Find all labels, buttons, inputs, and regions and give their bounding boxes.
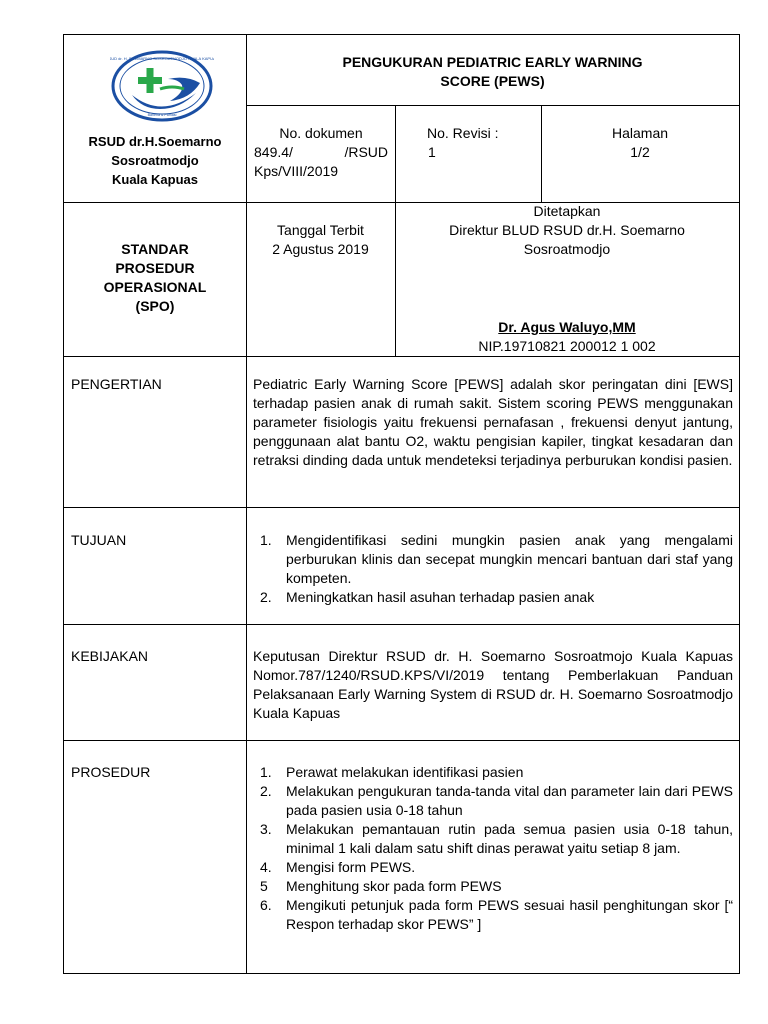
logo-arc-text: RSUD dr. H. SOEMARNO SOSROATMODJO KUALA KAPUAS [110, 56, 214, 61]
list-item [260, 588, 733, 607]
hospital-name [64, 132, 246, 189]
section-label-tujuan: TUJUAN [71, 532, 127, 548]
list-item [260, 763, 733, 782]
signature-block [395, 318, 739, 356]
spo-label [64, 240, 246, 316]
section-text-pengertian: Pediatric Early Warning Score [PEWS] adalah skor peringatan dini [EWS] terhadap pasien anak di rumah sakit. Sistem scoring PEWS menggunakan parameter fisiologis yaitu frekuensi pernafasan , frekuensi denyut jantung, penggunaan alat bantu O2, waktu pengisian kapiler, tingkat kesadaran dan retraksi dinding dada untuk mendeteksi terjadinya perburukan kondisi pasien. [253, 376, 733, 468]
doc-number-part: /RSUD [344, 144, 388, 160]
doc-number-part: Kps/VIII/2019 [254, 163, 339, 179]
list-number: 3. [260, 821, 272, 837]
issue-date-value: 2 Agustus 2019 [272, 241, 369, 257]
issue-date [246, 221, 395, 259]
revision-label: No. Revisi : [427, 125, 499, 141]
section-list-tujuan [260, 531, 733, 607]
list-item [260, 782, 733, 820]
document-title [246, 53, 739, 91]
spo-document [63, 34, 740, 974]
divider [64, 740, 739, 741]
signer-name: Dr. Agus Waluyo,MM [498, 319, 636, 335]
approval [395, 202, 739, 259]
doc-number-part: 849.4/ [254, 144, 293, 160]
logo-motto: Bahena & Pamasi [147, 113, 177, 117]
issue-date-label: Tanggal Terbit [277, 222, 364, 238]
list-number: 1. [260, 764, 272, 780]
approval-by-line: Direktur BLUD RSUD dr.H. Soemarno [449, 222, 685, 238]
section-label-pengertian: PENGERTIAN [71, 376, 162, 392]
list-item [260, 858, 733, 877]
section-label-prosedur: PROSEDUR [71, 764, 151, 780]
list-item [260, 531, 733, 588]
title-line: SCORE (PEWS) [440, 73, 545, 89]
list-text: Mengikuti petunjuk pada form PEWS sesuai hasil penghitungan skor [“ Respon terhadap skor PEWS” ] [286, 897, 733, 932]
hospital-name-line: RSUD dr.H.Soemarno [88, 134, 222, 149]
page-value: 1/2 [630, 144, 650, 160]
list-text: Melakukan pengukuran tanda-tanda vital dan parameter lain dari PEWS pada pasien usia 0-18 tahun [286, 783, 733, 818]
divider [246, 105, 739, 106]
list-number: 1. [260, 532, 272, 548]
signer-nip: NIP.19710821 200012 1 002 [478, 338, 656, 354]
hospital-name-line: Kuala Kapuas [112, 172, 198, 187]
page-info [541, 124, 739, 162]
doc-number-label: No. dokumen [279, 125, 363, 141]
list-text: Meningkatkan hasil asuhan terhadap pasien anak [286, 589, 595, 605]
list-item [260, 896, 733, 934]
hospital-name-line: Sosroatmodjo [111, 153, 199, 168]
list-number: 2. [260, 589, 272, 605]
divider [64, 624, 739, 625]
list-text: Menghitung skor pada form PEWS [286, 878, 502, 894]
list-item [260, 820, 733, 858]
spo-label-line: OPERASIONAL [103, 279, 207, 295]
divider [246, 356, 247, 973]
divider [64, 356, 739, 357]
list-text: Perawat melakukan identifikasi pasien [286, 764, 524, 780]
approval-label: Ditetapkan [533, 203, 601, 219]
section-text-kebijakan: Keputusan Direktur RSUD dr. H. Soemarno Sosroatmojo Kuala Kapuas Nomor.787/1240/RSUD.KPS/VI/2019 tentang Pemberlakuan Panduan Pelaksanaan Early Warning System di RSUD dr. H. Soemarno Sosroatmodjo Kuala Kapuas [253, 648, 733, 721]
spo-label-line: STANDAR [121, 241, 189, 257]
list-text: Melakukan pemantauan rutin pada semua pasien usia 0-18 tahun, minimal 1 kali dalam satu shift dinas perawat yaitu setiap 8 jam. [286, 821, 733, 856]
list-number: 6. [260, 897, 272, 913]
section-list-prosedur [260, 763, 733, 934]
list-number: 4. [260, 859, 272, 875]
list-text: Mengisi form PEWS. [286, 859, 416, 875]
page-label: Halaman [611, 125, 669, 141]
revision [427, 124, 537, 162]
approval-by-line: Sosroatmodjo [523, 241, 611, 257]
spo-label-line: (SPO) [135, 298, 175, 314]
revision-value: 1 [428, 144, 436, 160]
list-number: 5 [260, 878, 268, 894]
hospital-cross-logo-icon [110, 49, 214, 123]
list-item [260, 877, 733, 896]
spo-label-line: PROSEDUR [115, 260, 195, 276]
list-number: 2. [260, 783, 272, 799]
divider [64, 507, 739, 508]
list-text: Mengidentifikasi sedini mungkin pasien anak yang mengalami perburukan klinis dan secepat mungkin mencari bantuan dari staf yang kompeten. [286, 532, 733, 586]
title-line: PENGUKURAN PEDIATRIC EARLY WARNING [342, 54, 643, 70]
doc-number [254, 124, 388, 181]
section-label-kebijakan: KEBIJAKAN [71, 648, 149, 664]
